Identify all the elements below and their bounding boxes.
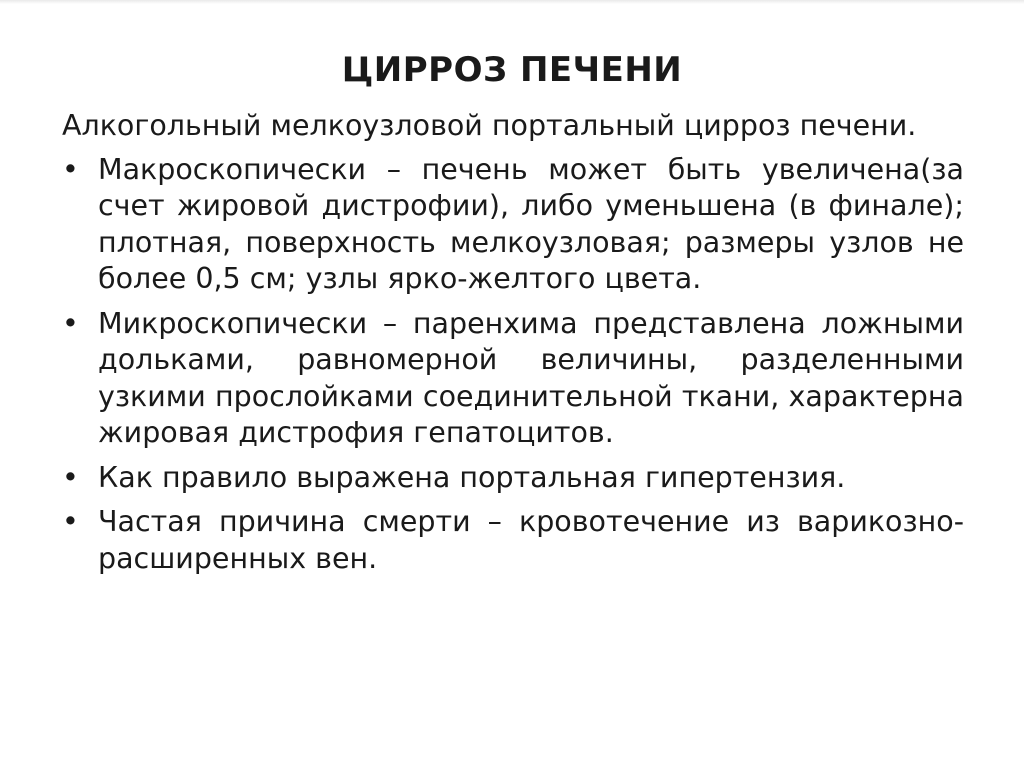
bullet-list [62, 152, 964, 578]
bullet-text: Микроскопически – паренхима представлена ложными дольками, равномерной величины, разделенными узкими прослойками соединительной ткани, характерна жировая дистрофия гепатоцитов. [98, 306, 964, 449]
bullet-dot-icon: • [62, 306, 79, 340]
slide-title: ЦИРРОЗ ПЕЧЕНИ [341, 50, 683, 90]
bullet-text: Макроскопически – печень может быть увеличена(за счет жировой дистрофии), либо уменьшена (в финале); плотная, поверхность мелкоузловая; размеры узлов не более 0,5 см; узлы ярко-желтого цвета. [98, 152, 964, 295]
intro-paragraph: Алкогольный мелкоузловой портальный цирроз печени. [62, 109, 917, 142]
bullet-text: Частая причина смерти – кровотечение из варикозно- расширенных вен. [98, 505, 964, 575]
bullet-dot-icon: • [62, 505, 79, 538]
bullet-item-macroscopy [62, 152, 964, 298]
bullet-text: Как правило выражена портальная гипертензия. [98, 460, 846, 494]
bullet-item-cause-of-death [62, 504, 964, 577]
bullet-dot-icon: • [62, 460, 79, 494]
bullet-item-portal-hypertension [62, 460, 964, 497]
slide-content [62, 108, 964, 585]
top-edge-shadow [0, 0, 1024, 4]
bullet-dot-icon: • [62, 152, 79, 186]
bullet-item-microscopy [62, 306, 964, 452]
